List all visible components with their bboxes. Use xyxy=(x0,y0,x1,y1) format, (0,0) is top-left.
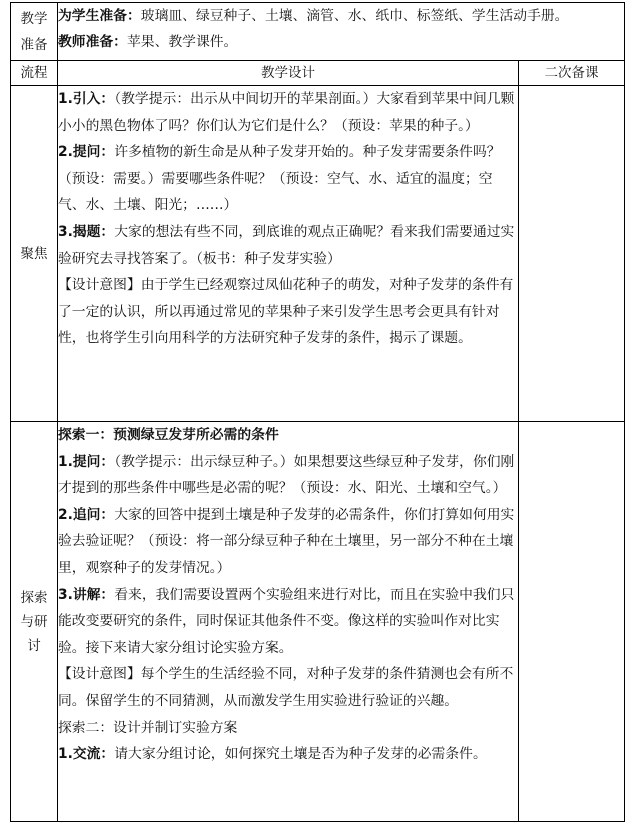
prep-label-line1: 教学 xyxy=(20,11,48,27)
explore-follow-text: 大家的回答中提到土壤是种子发芽的必需条件，你们打算如何用实验去验证呢？（预设：将一部分绿豆种子种在土壤里，另一部分不种在土壤里，观察种子的发芽情况。） xyxy=(58,506,515,576)
focus-intro xyxy=(58,86,518,139)
explore-exchange xyxy=(58,741,518,768)
explore-label-line2: 与研 xyxy=(20,613,48,630)
explore-part1-title-text: 探索一：预测绿豆发芽所必需的条件 xyxy=(58,427,279,443)
focus-ask-text: 许多植物的新生命是从种子发芽开始的。种子发芽需要条件吗？（预设：需要。）需要哪些条件呢？（预设：空气、水、适宜的温度；空气、水、土壤、阳光；……） xyxy=(58,144,501,214)
student-prep-line xyxy=(58,3,624,29)
focus-ask xyxy=(58,139,518,219)
teacher-prep-title: 教师准备： xyxy=(58,34,127,50)
explore-label-cell xyxy=(11,422,58,822)
explore-exchange-title: 1.交流： xyxy=(58,746,115,763)
focus-intro-title: 1.引入： xyxy=(58,91,115,107)
explore-part1-title xyxy=(58,422,518,449)
explore-content-cell xyxy=(58,422,519,822)
explore-label-line3: 讨 xyxy=(27,637,41,654)
student-prep-text: 玻璃皿、绿豆种子、土壤、滴管、水、纸巾、标签纸、学生活动手册。 xyxy=(140,8,569,24)
explore-exchange-text: 请大家分组讨论，如何探究土壤是否为种子发芽的必需条件。 xyxy=(114,746,487,763)
focus-ask-title: 2.提问： xyxy=(58,144,115,161)
prep-row xyxy=(11,3,625,61)
focus-reveal-text: 大家的想法有些不同，到底谁的观点正确呢？看来我们需要通过实验研究去寻找答案了。（板书：种子发芽实验） xyxy=(58,223,515,267)
focus-revision-cell xyxy=(519,86,625,422)
focus-design-intent: 【设计意图】由于学生已经观察过凤仙花种子的萌发，对种子发芽的条件有了一定的认识，所以再通过常见的苹果种子来引发学生思考会更具有针对性，也将学生引向用科学的方法研究种子发芽的条件，揭示了课题。 xyxy=(58,277,514,347)
explore-label-line1: 探索 xyxy=(20,589,48,606)
header-revision: 二次备课 xyxy=(519,61,625,86)
header-design: 教学设计 xyxy=(58,61,519,86)
focus-content-cell xyxy=(58,86,519,422)
focus-reveal xyxy=(58,219,518,272)
header-flow: 流程 xyxy=(11,61,58,86)
explore-follow-title: 2.追问： xyxy=(58,506,115,523)
focus-reveal-title: 3.揭题： xyxy=(58,223,115,240)
explore-ask-title: 1.提问： xyxy=(58,453,115,470)
explore-explain-title: 3.讲解： xyxy=(58,586,115,603)
explore-explain-text: 看来，我们需要设置两个实验组来进行对比，而且在实验中我们只能改变要研究的条件，同时保证其他条件不变。像这样的实验叫作对比实验。接下来请大家分组讨论实验方案。 xyxy=(58,586,515,656)
explore-ask xyxy=(58,449,518,502)
header-row xyxy=(11,61,625,86)
teacher-prep-line xyxy=(58,29,624,55)
prep-label-line2: 准备 xyxy=(20,37,48,53)
explore-row xyxy=(11,422,625,822)
teacher-prep-text: 苹果、教学课件。 xyxy=(126,34,238,50)
explore-ask-text: （教学提示：出示绿豆种子。）如果想要这些绿豆种子发芽，你们刚才提到的那些条件中哪些是必需的呢？（预设：水、阳光、土壤和空气。） xyxy=(58,453,515,497)
prep-content-cell xyxy=(58,3,625,61)
explore-part2-title: 探索二：设计并制订实验方案 xyxy=(58,719,238,736)
explore-revision-cell xyxy=(519,422,625,822)
focus-row xyxy=(11,86,625,422)
lesson-plan-table xyxy=(10,2,625,822)
explore-explain xyxy=(58,582,518,662)
explore-follow xyxy=(58,502,518,582)
prep-label-cell xyxy=(11,3,58,61)
explore-design-intent: 【设计意图】每个学生的生活经验不同，对种子发芽的条件猜测也会有所不同。保留学生的不同猜测，从而激发学生用实验进行验证的兴趣。 xyxy=(58,666,514,709)
focus-label: 聚焦 xyxy=(11,86,58,422)
focus-intro-text: （教学提示：出示从中间切开的苹果剖面。）大家看到苹果中间几颗小小的黑色物体了吗？你们认为它们是什么？（预设：苹果的种子。） xyxy=(58,91,515,134)
student-prep-title: 为学生准备： xyxy=(58,8,141,24)
